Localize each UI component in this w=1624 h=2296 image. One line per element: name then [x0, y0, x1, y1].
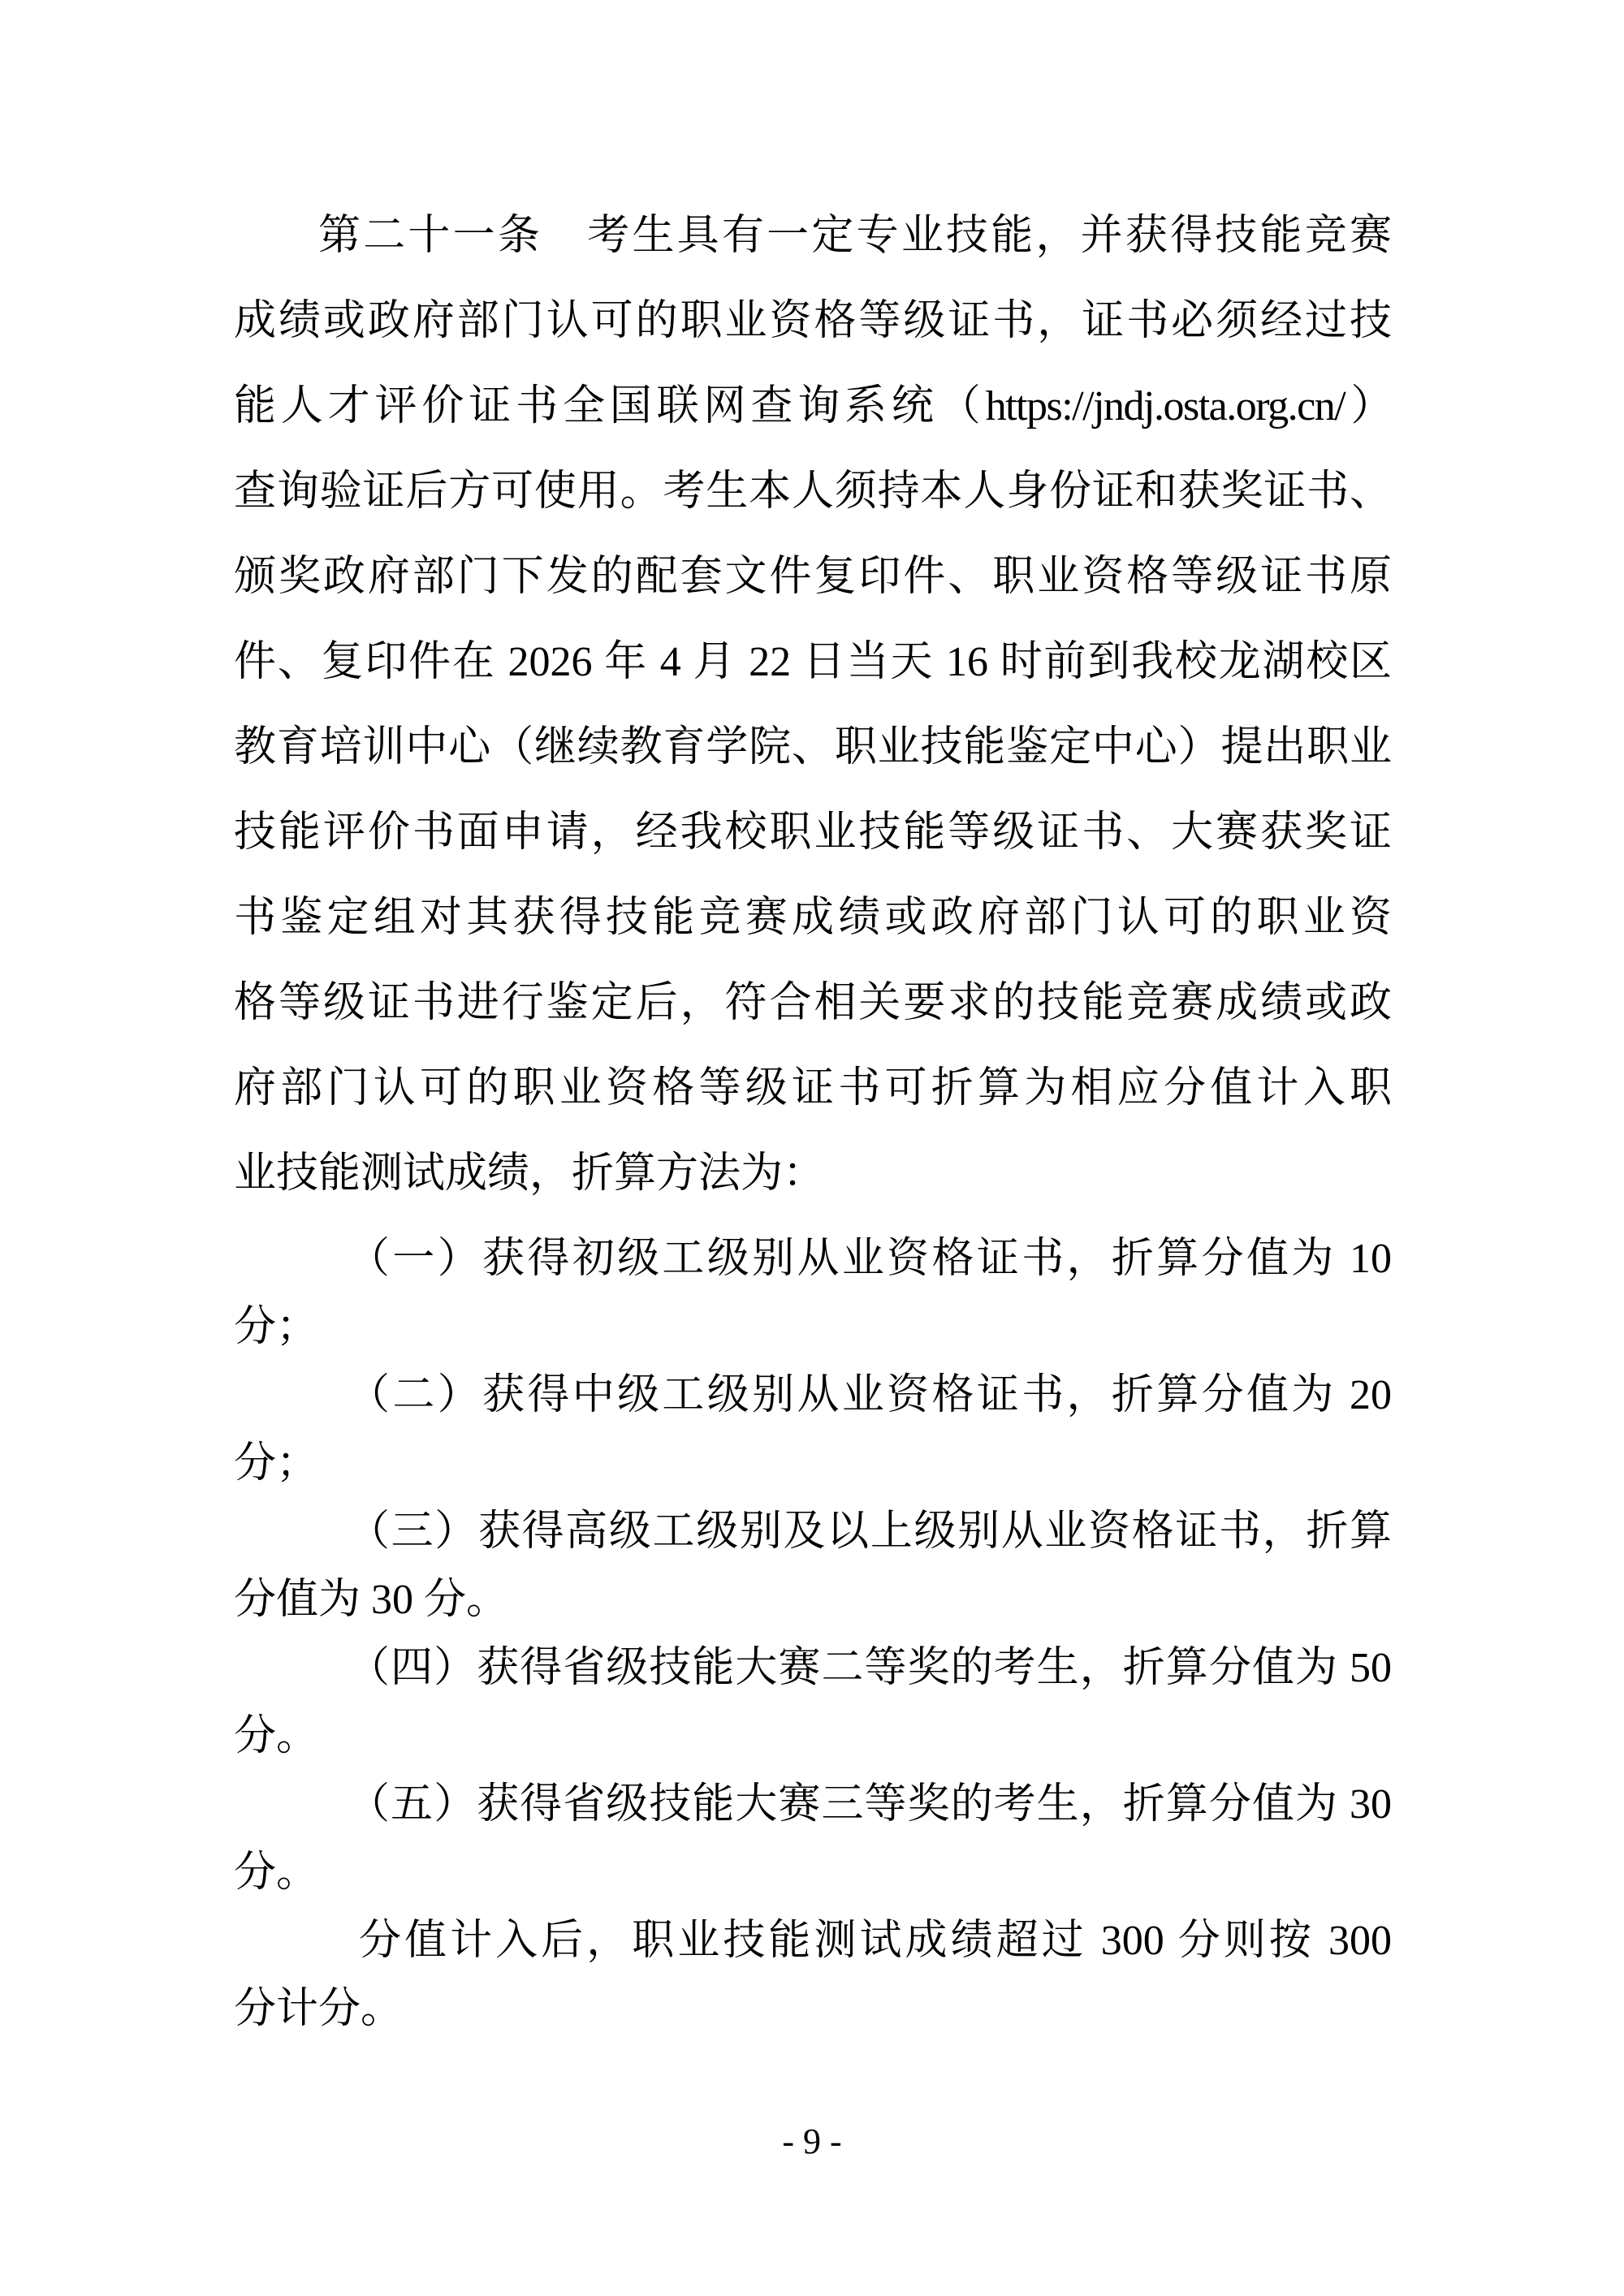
text-line: 书鉴定组对其获得技能竞赛成绩或政府部门认可的职业资 — [234, 895, 1392, 941]
text-line: 格等级证书进行鉴定后，符合相关要求的技能竞赛成绩或政 — [234, 980, 1392, 1026]
list-item-line: （五）获得省级技能大赛三等奖的考生，折算分值为 30 — [348, 1781, 1392, 1828]
note-line: 分值计入后，职业技能测试成绩超过 300 分则按 300 — [359, 1918, 1392, 1964]
text-line: 教育培训中心（继续教育学院、职业技能鉴定中心）提出职业 — [234, 724, 1392, 770]
text-line: 技能评价书面申请，经我校职业技能等级证书、大赛获奖证 — [234, 809, 1392, 856]
list-item-line: （二）获得中级工级别从业资格证书，折算分值为 20 — [348, 1372, 1392, 1418]
text-line: 查询验证后方可使用。考生本人须持本人身份证和获奖证书、 — [234, 468, 1392, 515]
list-item-line: 分。 — [234, 1849, 319, 1896]
list-item-line: （四）获得省级技能大赛二等奖的考生，折算分值为 50 — [348, 1645, 1392, 1691]
text-line: 件、复印件在 2026 年 4 月 22 日当天 16 时前到我校龙湖校区 — [234, 639, 1392, 685]
list-item-line: （一）获得初级工级别从业资格证书，折算分值为 10 — [348, 1236, 1392, 1282]
list-item-line: （三）获得高级工级别及以上级别从业资格证书，折算 — [348, 1508, 1392, 1555]
text-line: 业技能测试成绩，折算方法为： — [234, 1150, 826, 1197]
list-item-line: 分。 — [234, 1713, 319, 1759]
conversion-rules-list — [234, 1225, 1392, 2044]
article-21-paragraph — [234, 193, 1392, 1216]
text-line: 成绩或政府部门认可的职业资格等级证书，证书必须经过技 — [234, 298, 1392, 344]
text-line: 府部门认可的职业资格等级证书可折算为相应分值计入职 — [234, 1065, 1392, 1111]
text-line: 第二十一条 考生具有一定专业技能，并获得技能竞赛 — [318, 213, 1392, 259]
text-line: 颁奖政府部门下发的配套文件复印件、职业资格等级证书原 — [234, 554, 1392, 600]
list-item-line: 分； — [234, 1304, 319, 1350]
text-line: 能人才评价证书全国联网查询系统（https://jndj.osta.org.cn/） — [234, 383, 1392, 429]
page-number: - 9 - — [782, 2121, 842, 2161]
list-item-line: 分； — [234, 1440, 319, 1487]
note-line: 分计分。 — [234, 1986, 404, 2032]
document-body — [234, 193, 1392, 2044]
list-item-line: 分值为 30 分。 — [234, 1577, 509, 1623]
